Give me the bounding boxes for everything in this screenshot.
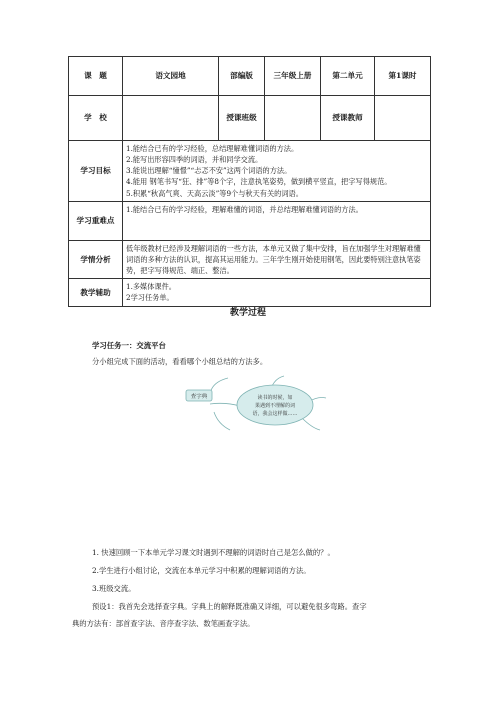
dictionary-tag-text: 查字典 bbox=[190, 394, 208, 400]
table-row bbox=[69, 57, 431, 96]
goal-item: 1.能结合已有的学习经验，总结理解难懂词语的方法。 bbox=[126, 144, 299, 153]
goal-item: 2.能写出形容四季的词语，并和同学交流。 bbox=[126, 155, 263, 165]
table-row bbox=[69, 141, 431, 202]
analysis-content: 低年级教材已经涉及理解词语的一些方法，本单元又做了集中安排，旨在加强学生对理解难懂词语的多种方法的认识，提高其运用能力。三年学生刚开始使用钢笔，因此要特别注意执笔姿势，把字写得规范、端正、整洁。 bbox=[123, 240, 431, 278]
course-label: 课 题 bbox=[69, 57, 123, 96]
preset-1-line-1: 预设1：我首先会选择查字典。字典上的解释既准确又详细，可以避免很多弯路。查字 bbox=[92, 602, 367, 611]
cloud-text-line: 语，我会这样做…… bbox=[252, 411, 298, 417]
mind-map-diagram bbox=[180, 372, 330, 442]
goal-item: 5.积累“秋高气爽、天高云淡”等9个与秋天有关的词语。 bbox=[126, 188, 303, 198]
teach-class-label: 授课班级 bbox=[219, 96, 265, 141]
aids-label: 教学辅助 bbox=[69, 279, 123, 306]
step-3: 3.班级交流。 bbox=[92, 584, 136, 593]
table-row bbox=[69, 279, 431, 306]
school-label: 学 校 bbox=[69, 96, 123, 141]
key-points-label: 学习重难点 bbox=[69, 201, 123, 240]
task-heading: 学习任务一：交流平台 bbox=[92, 341, 166, 350]
goal-item: 3.能说出理解“憧憬”“忐忑不安”这两个词语的方法。 bbox=[126, 166, 292, 176]
key-points-content: 1.能结合已有的学习经验，理解难懂的词语，并总结理解难懂词语的方法。 bbox=[123, 201, 431, 240]
lesson-plan-table bbox=[68, 56, 431, 307]
table-row bbox=[69, 96, 431, 141]
teacher-value bbox=[375, 96, 431, 141]
edition-value: 部编版 bbox=[219, 57, 265, 96]
step-2: 2.学生进行小组讨论，交流在本单元学习中积累的理解词语的方法。 bbox=[92, 566, 311, 575]
unit-value: 第二单元 bbox=[321, 57, 375, 96]
preset-1-line-2: 典的方法有：部首查字法、音序查字法、数笔画查字法。 bbox=[72, 619, 255, 628]
cloud-text-line: 读书的时候，如 bbox=[257, 395, 293, 401]
aids-content bbox=[123, 279, 431, 306]
task-intro: 分小组完成下面的活动，看看哪个小组总结的方法多。 bbox=[92, 357, 268, 366]
school-value bbox=[123, 96, 219, 141]
analysis-label: 学情分析 bbox=[69, 240, 123, 278]
teach-class-value bbox=[265, 96, 321, 141]
period-value: 第1课时 bbox=[375, 57, 431, 96]
step-1: 1. 快速回顾一下本单元学习课文时遇到不理解的词语时自己是怎么做的？。 bbox=[92, 548, 335, 557]
goals-label: 学习目标 bbox=[69, 141, 123, 202]
teacher-label: 授课教师 bbox=[321, 96, 375, 141]
aid-item: 1.多媒体课件。 bbox=[126, 282, 176, 292]
goals-content bbox=[123, 141, 431, 202]
aid-item: 2学习任务单。 bbox=[126, 293, 174, 303]
table-row bbox=[69, 201, 431, 240]
cloud-text-line: 果遇到不理解的词 bbox=[254, 403, 296, 409]
section-title: 教学过程 bbox=[229, 308, 266, 318]
grade-value: 三年级上册 bbox=[265, 57, 321, 96]
table-row bbox=[69, 240, 431, 278]
course-value: 语文园地 bbox=[123, 57, 219, 96]
goal-item: 4.能用 钢笔书写“狂、排”等8个字，注意执笔姿势，做到横平竖直，把字写得规范。 bbox=[126, 177, 392, 187]
